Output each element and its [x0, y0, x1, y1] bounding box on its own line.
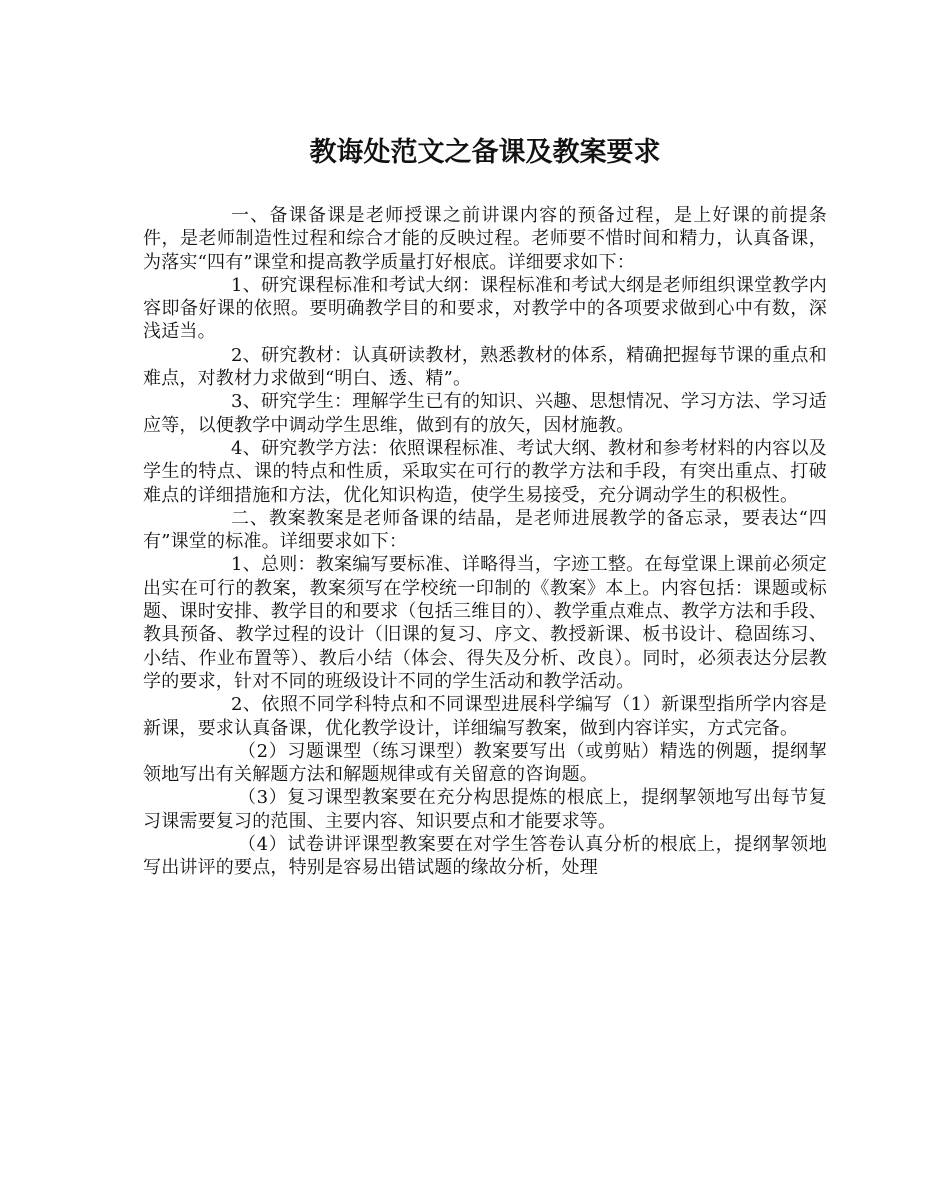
paragraph-lesson-prep-intro: 一、备课备课是老师授课之前讲课内容的预备过程，是上好课的前提条件，是老师制造性过程和综合才能的反映过程。老师要不惜时间和精力，认真备课，为落实“四有”课堂和提高教学质量打好根底。详细要求如下： — [143, 205, 827, 273]
document-title: 教诲处范文之备课及教案要求 — [309, 137, 661, 168]
document-body — [143, 204, 827, 880]
paragraph-exercise-class: （2）习题课型（练习课型）教案要写出（或剪贴）精选的例题，提纲挈领地写出有关解题方法和解题规律或有关留意的咨询题。 — [143, 740, 827, 786]
paragraph-exam-review-class: （4）试卷讲评课型教案要在对学生答卷认真分析的根底上，提纲挈领地写出讲评的要点，特别是容易出错试题的缘故分析，处理 — [143, 834, 827, 879]
paragraph-study-curriculum: 1、研究课程标准和考试大纲：课程标准和考试大纲是老师组织课堂教学内容即备好课的依照。要明确教学目的和要求，对教学中的各项要求做到心中有数，深浅适当。 — [143, 274, 827, 343]
document-content — [143, 132, 827, 880]
paragraph-review-class: （3）复习课型教案要在充分构思提炼的根底上，提纲挈领地写出每节复习课需要复习的范围、主要内容、知识要点和才能要求等。 — [143, 787, 827, 832]
paragraph-study-students: 3、研究学生：理解学生已有的知识、兴趣、思想情况、学习方法、学习适应等，以便教学中调动学生思维，做到有的放矢，因材施教。 — [143, 391, 827, 436]
paragraph-course-types: 2、依照不同学科特点和不同课型进展科学编写（1）新课型指所学内容是新课，要求认真备课，优化教学设计，详细编写教案，做到内容详实，方式完备。 — [143, 694, 827, 739]
paragraph-study-textbook: 2、研究教材：认真研读教材，熟悉教材的体系，精确把握每节课的重点和难点，对教材力求做到“明白、透、精”。 — [143, 344, 827, 390]
paragraph-lesson-plan-intro: 二、教案教案是老师备课的结晶，是老师进展教学的备忘录，要表达“四有”课堂的标准。详细要求如下： — [143, 507, 827, 553]
paragraph-general-rules: 1、总则：教案编写要标准、详略得当，字迹工整。在每堂课上课前必须定出实在可行的教案，教案须写在学校统一印制的《教案》本上。内容包括：课题或标题、课时安排、教学目的和要求（包括三维目的）、教学重点难点、教学方法和手段、教具预备、教学过程的设计（旧课的复习、序文、教授新课、板书设计、稳固练习、小结、作业布置等）、教后小结（体会、得失及分析、改良）。同时，必须表达分层教学的要求，针对不同的班级设计不同的学生活动和教学活动。 — [143, 554, 827, 692]
paragraph-study-methods: 4、研究教学方法：依照课程标准、考试大纲、教材和参考材料的内容以及学生的特点、课的特点和性质，采取实在可行的教学方法和手段，有突出重点、打破难点的详细措施和方法，优化知识构造，使学生易接受，充分调动学生的积极性。 — [143, 437, 827, 506]
